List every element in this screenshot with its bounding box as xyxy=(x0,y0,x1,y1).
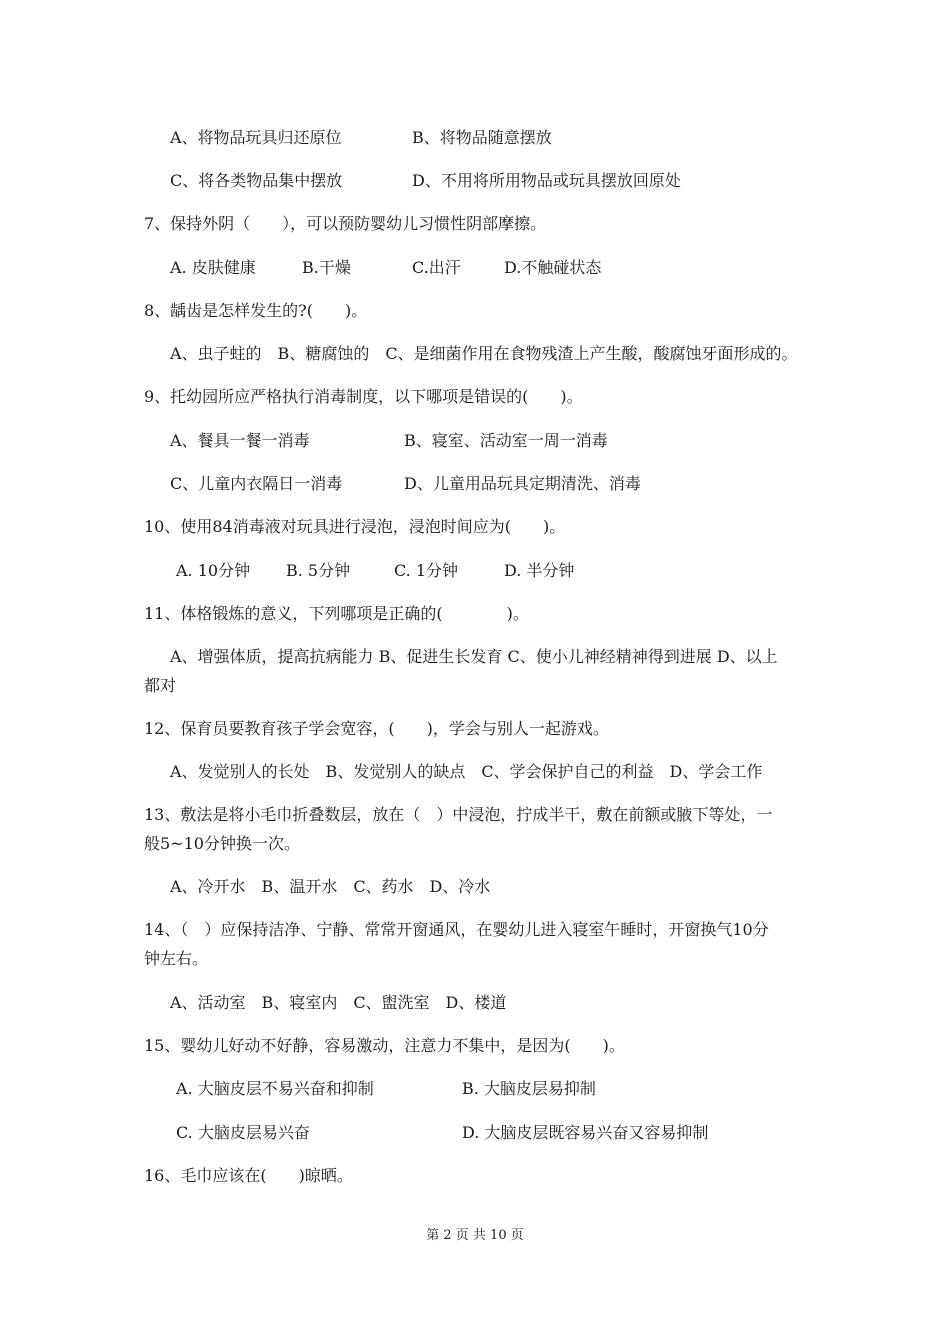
q6-options-row-1 xyxy=(170,128,552,148)
option-a: A、将物品玩具归还原位 xyxy=(170,128,342,147)
q9-options-row-2 xyxy=(170,474,641,494)
question-7: 7、保持外阴（ ），可以预防婴幼儿习惯性阴部摩擦。 xyxy=(144,214,547,233)
option-c: C. 大脑皮层易兴奋 xyxy=(176,1123,310,1142)
question-13: 13、敷法是将小毛巾折叠数层，放在（ ）中浸泡，拧成半干，敷在前额或腋下等处，一 xyxy=(144,805,773,824)
option-b: B、将物品随意摆放 xyxy=(412,128,552,147)
question-10: 10、使用84消毒液对玩具进行浸泡，浸泡时间应为( )。 xyxy=(144,517,566,536)
option-c: C、儿童内衣隔日一消毒 xyxy=(170,474,343,493)
question-15: 15、婴幼儿好动不好静，容易激动，注意力不集中，是因为( )。 xyxy=(144,1036,625,1055)
q15-options-row-1 xyxy=(176,1079,596,1099)
page-footer: 第 2 页 共 10 页 xyxy=(426,1228,524,1243)
option-c: C、将各类物品集中摆放 xyxy=(170,171,343,190)
q12-options: A、发觉别人的长处 B、发觉别人的缺点 C、学会保护自己的利益 D、学会工作 xyxy=(170,762,763,781)
q9-options-row-1 xyxy=(170,431,608,451)
option-b: B.干燥 xyxy=(302,258,351,277)
option-d: D、不用将所用物品或玩具摆放回原处 xyxy=(412,171,681,190)
q13-options: A、冷开水 B、温开水 C、药水 D、冷水 xyxy=(170,877,491,896)
option-b: B. 大脑皮层易抑制 xyxy=(462,1079,596,1098)
option-a: A. 皮肤健康 xyxy=(170,258,256,277)
option-a: A. 10分钟 xyxy=(176,561,251,580)
question-9: 9、托幼园所应严格执行消毒制度，以下哪项是错误的( )。 xyxy=(144,387,583,406)
q6-options-row-2 xyxy=(170,171,681,191)
option-b: B、寝室、活动室一周一消毒 xyxy=(404,431,608,450)
q8-options: A、虫子蛀的 B、糖腐蚀的 C、是细菌作用在食物残渣上产生酸，酸腐蚀牙面形成的。 xyxy=(170,344,798,363)
option-b: B. 5分钟 xyxy=(286,561,351,580)
question-13-cont: 般5~10分钟换一次。 xyxy=(144,834,300,853)
question-14: 14、（ ）应保持洁净、宁静、常常开窗通风，在婴幼儿进入寝室午睡时，开窗换气10分 xyxy=(144,920,769,939)
q14-options: A、活动室 B、寝室内 C、盥洗室 D、楼道 xyxy=(170,993,507,1012)
option-d: D. 半分钟 xyxy=(504,561,575,580)
q7-options xyxy=(170,258,602,278)
question-8: 8、龋齿是怎样发生的?( )。 xyxy=(144,301,368,320)
option-c: C. 1分钟 xyxy=(394,561,459,580)
question-14-cont: 钟左右。 xyxy=(144,949,209,968)
option-a: A. 大脑皮层不易兴奋和抑制 xyxy=(176,1079,374,1098)
q15-options-row-2 xyxy=(176,1123,709,1143)
option-d: D. 大脑皮层既容易兴奋又容易抑制 xyxy=(462,1123,709,1142)
question-12: 12、保育员要教育孩子学会宽容，( )，学会与别人一起游戏。 xyxy=(144,719,609,738)
question-11: 11、体格锻炼的意义，下列哪项是正确的( )。 xyxy=(144,604,529,623)
option-d: D.不触碰状态 xyxy=(504,258,602,277)
option-d: D、儿童用品玩具定期清洗、消毒 xyxy=(404,474,641,493)
option-a: A、餐具一餐一消毒 xyxy=(170,431,310,450)
q11-options-cont: 都对 xyxy=(144,676,177,695)
question-16: 16、毛巾应该在( )晾晒。 xyxy=(144,1166,353,1185)
option-c: C.出汗 xyxy=(412,258,461,277)
q10-options xyxy=(176,561,575,581)
q11-options: A、增强体质，提高抗病能力 B、促进生长发育 C、使小儿神经精神得到进展 D、以上 xyxy=(170,647,778,666)
